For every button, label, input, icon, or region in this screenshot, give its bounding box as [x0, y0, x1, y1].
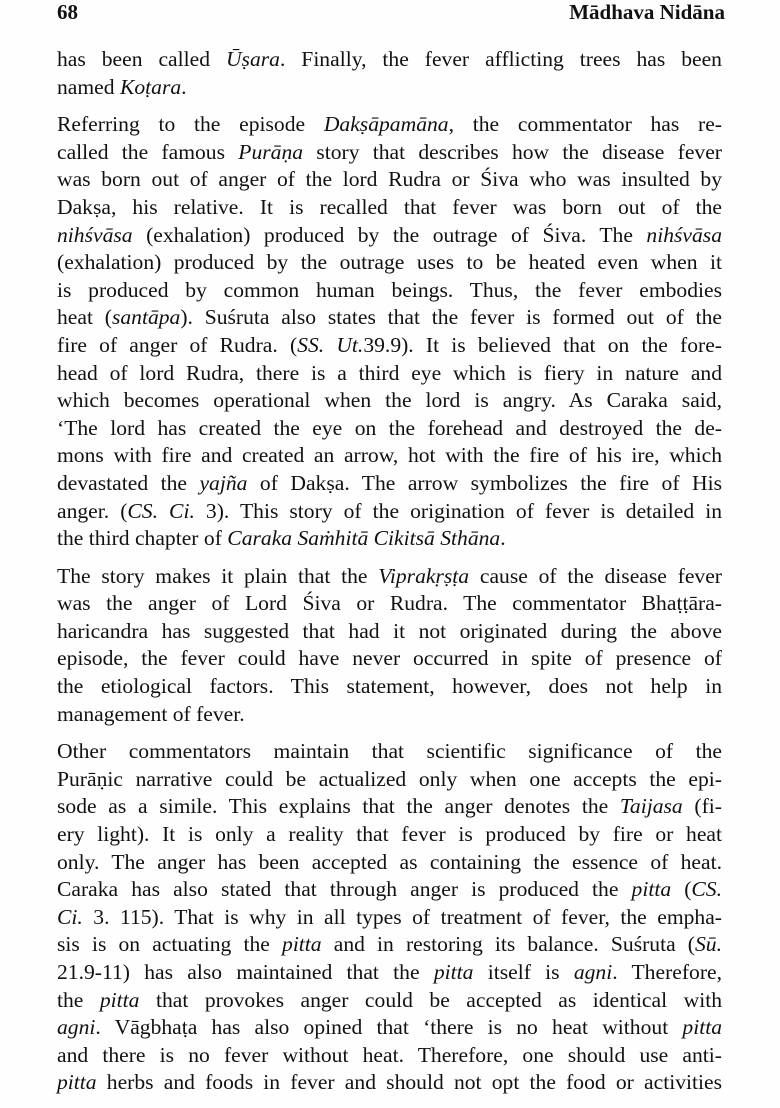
italic-term: Koṭara — [119, 74, 182, 99]
text-run: . Vāgbhaṭa has also opined that ‘there is no heat without — [95, 1015, 683, 1040]
text-run: ). Suśruta also states that the fever is formed out of the — [180, 305, 722, 330]
text-run: cause of the disease fever — [469, 563, 722, 588]
italic-term: Ūṣara — [225, 47, 280, 71]
italic-term: Purāṇa — [238, 139, 304, 164]
text-line — [57, 46, 722, 74]
text-line — [57, 931, 722, 959]
italic-term: pitta — [99, 987, 140, 1012]
text-line — [57, 563, 722, 591]
text-run: mons with fire and created an arrow, hot with the fire of his ire, which — [57, 443, 722, 468]
text-line — [57, 249, 722, 277]
text-line — [57, 987, 722, 1015]
text-line — [57, 525, 722, 553]
paragraph — [57, 738, 722, 1097]
text-run: story that describes how the disease fever — [303, 139, 722, 164]
italic-term: Caraka Saṁhitā Cikitsā Sthāna — [227, 526, 501, 551]
italic-term: pitta — [282, 932, 322, 957]
text-line — [57, 74, 722, 102]
text-line — [57, 590, 722, 618]
text-line — [57, 360, 722, 388]
text-run: fire of anger of Rudra. ( — [57, 332, 298, 357]
text-line — [57, 701, 722, 729]
text-run: the etiological factors. This statement, however, does not help in — [57, 674, 722, 699]
text-line — [57, 876, 722, 904]
italic-term: pitta — [631, 877, 672, 902]
text-run: sode as a simile. This explains that the anger denotes the — [57, 794, 620, 819]
italic-term: CS. — [691, 877, 723, 902]
italic-term: Sū. — [695, 932, 722, 957]
text-line — [57, 442, 722, 470]
text-run: anger. ( — [57, 498, 128, 523]
italic-term: SS. Ut. — [297, 332, 364, 357]
text-line — [57, 766, 722, 794]
text-line — [57, 498, 722, 526]
text-run: and in restoring its balance. Suśruta ( — [321, 932, 695, 957]
text-run: (fi- — [682, 794, 722, 819]
text-run: Dakṣa, his relative. It is recalled that fever was born out of the — [57, 194, 722, 219]
text-line — [57, 645, 722, 673]
italic-term: Taijasa — [619, 794, 683, 819]
italic-term: santāpa — [111, 305, 181, 330]
text-run: Referring to the episode — [57, 112, 324, 137]
text-line — [57, 738, 722, 766]
italic-term: pitta — [57, 1070, 97, 1095]
text-run: itself is — [473, 960, 574, 984]
text-run: episode, the fever could have never occurred in spite of presence of — [57, 646, 722, 671]
text-line — [57, 821, 722, 849]
text-line — [57, 387, 722, 415]
italic-term: nihśvāsa — [646, 222, 722, 247]
text-run: head of lord Rudra, there is a third eye which is fiery in nature and — [57, 360, 722, 385]
text-run: sis is on actuating the — [57, 932, 283, 957]
running-title: Mādhava Nidāna — [569, 0, 725, 24]
italic-term: Viprakṛṣṭa — [378, 563, 470, 588]
italic-term: yajña — [199, 470, 248, 495]
text-run: has been called — [57, 47, 226, 71]
text-line — [57, 415, 722, 443]
text-line — [57, 470, 722, 498]
paragraph — [57, 563, 722, 729]
text-line — [57, 277, 722, 305]
text-run: The story makes it plain that the — [57, 563, 379, 588]
page-header — [57, 0, 725, 26]
page-number: 68 — [57, 0, 78, 24]
italic-term: pitta — [433, 960, 474, 984]
text-run: the third chapter of — [57, 526, 228, 551]
text-run: and there is no fever without heat. Therefore, one should use anti- — [57, 1042, 722, 1067]
text-run: Caraka has also stated that through anger is produced the — [57, 877, 632, 902]
text-run: 3). This story of the origination of fever is detailed in — [194, 498, 722, 523]
text-line — [57, 111, 722, 139]
text-run: which becomes operational when the lord is angry. As Caraka said, — [57, 388, 722, 413]
text-run: called the famous — [57, 139, 239, 164]
text-run: 3. 115). That is why in all types of treatment of fever, the empha- — [82, 904, 722, 929]
text-run: (exhalation) produced by the outrage uses to be heated even when it — [57, 250, 722, 275]
text-run: devastated the — [57, 470, 200, 495]
text-line — [57, 849, 722, 877]
text-run: , the commentator has re- — [448, 112, 722, 137]
text-line — [57, 1042, 722, 1070]
text-line — [57, 959, 722, 987]
text-run: haricandra has suggested that had it not originated during the above — [57, 618, 722, 643]
text-run: ( — [671, 877, 692, 902]
text-line — [57, 222, 722, 250]
text-run: . Therefore, — [612, 960, 723, 984]
text-run: management of fever. — [57, 701, 245, 726]
italic-term: Dakṣāpamāna — [323, 112, 449, 137]
italic-term: agni — [573, 960, 613, 984]
text-run: is produced by common human beings. Thus, the fever embodies — [57, 277, 722, 302]
italic-term: Ci. — [57, 904, 83, 929]
text-run: ‘The lord has created the eye on the forehead and destroyed the de- — [57, 415, 722, 440]
italic-term: agni — [57, 1015, 96, 1040]
text-run: . — [500, 526, 506, 551]
text-run: Other commentators maintain that scientific significance of the — [57, 739, 722, 764]
italic-term: nihśvāsa — [57, 222, 133, 247]
text-run: ery light). It is only a reality that fever is produced by fire or heat — [57, 822, 722, 847]
text-run: Purāṇic narrative could be actualized only when one accepts the epi- — [57, 766, 722, 791]
text-run: heat ( — [57, 305, 112, 330]
text-line — [57, 673, 722, 701]
text-run: . Finally, the fever afflicting trees has been — [279, 47, 722, 71]
text-run: the — [57, 987, 100, 1012]
body-text — [57, 46, 722, 1107]
paragraph — [57, 46, 722, 101]
text-run: . — [181, 74, 187, 99]
text-line — [57, 1014, 722, 1042]
text-run: that provokes anger could be accepted as identical with — [139, 987, 722, 1012]
text-line — [57, 332, 722, 360]
text-line — [57, 618, 722, 646]
text-run: was born out of anger of the lord Rudra or Śiva who was insulted by — [57, 167, 722, 192]
text-run: was the anger of Lord Śiva or Rudra. The commentator Bhaṭṭāra- — [57, 591, 722, 616]
text-run: of Dakṣa. The arrow symbolizes the fire of His — [247, 470, 723, 495]
text-run: (exhalation) produced by the outrage of Śiva. The — [132, 222, 647, 247]
italic-term: pitta — [682, 1015, 722, 1040]
text-run: 21.9-11) has also maintained that the — [57, 960, 434, 984]
text-run: 39.9). It is believed that on the fore- — [363, 332, 722, 357]
text-run: named — [57, 74, 120, 99]
text-line — [57, 793, 722, 821]
text-line — [57, 904, 722, 932]
paragraph — [57, 111, 722, 553]
text-line — [57, 304, 722, 332]
text-run: only. The anger has been accepted as containing the essence of heat. — [57, 849, 722, 874]
italic-term: CS. Ci. — [127, 498, 195, 523]
text-run: herbs and foods in fever and should not opt the food or activities — [96, 1070, 722, 1095]
text-line — [57, 166, 722, 194]
text-line — [57, 1069, 722, 1097]
text-line — [57, 194, 722, 222]
text-line — [57, 139, 722, 167]
